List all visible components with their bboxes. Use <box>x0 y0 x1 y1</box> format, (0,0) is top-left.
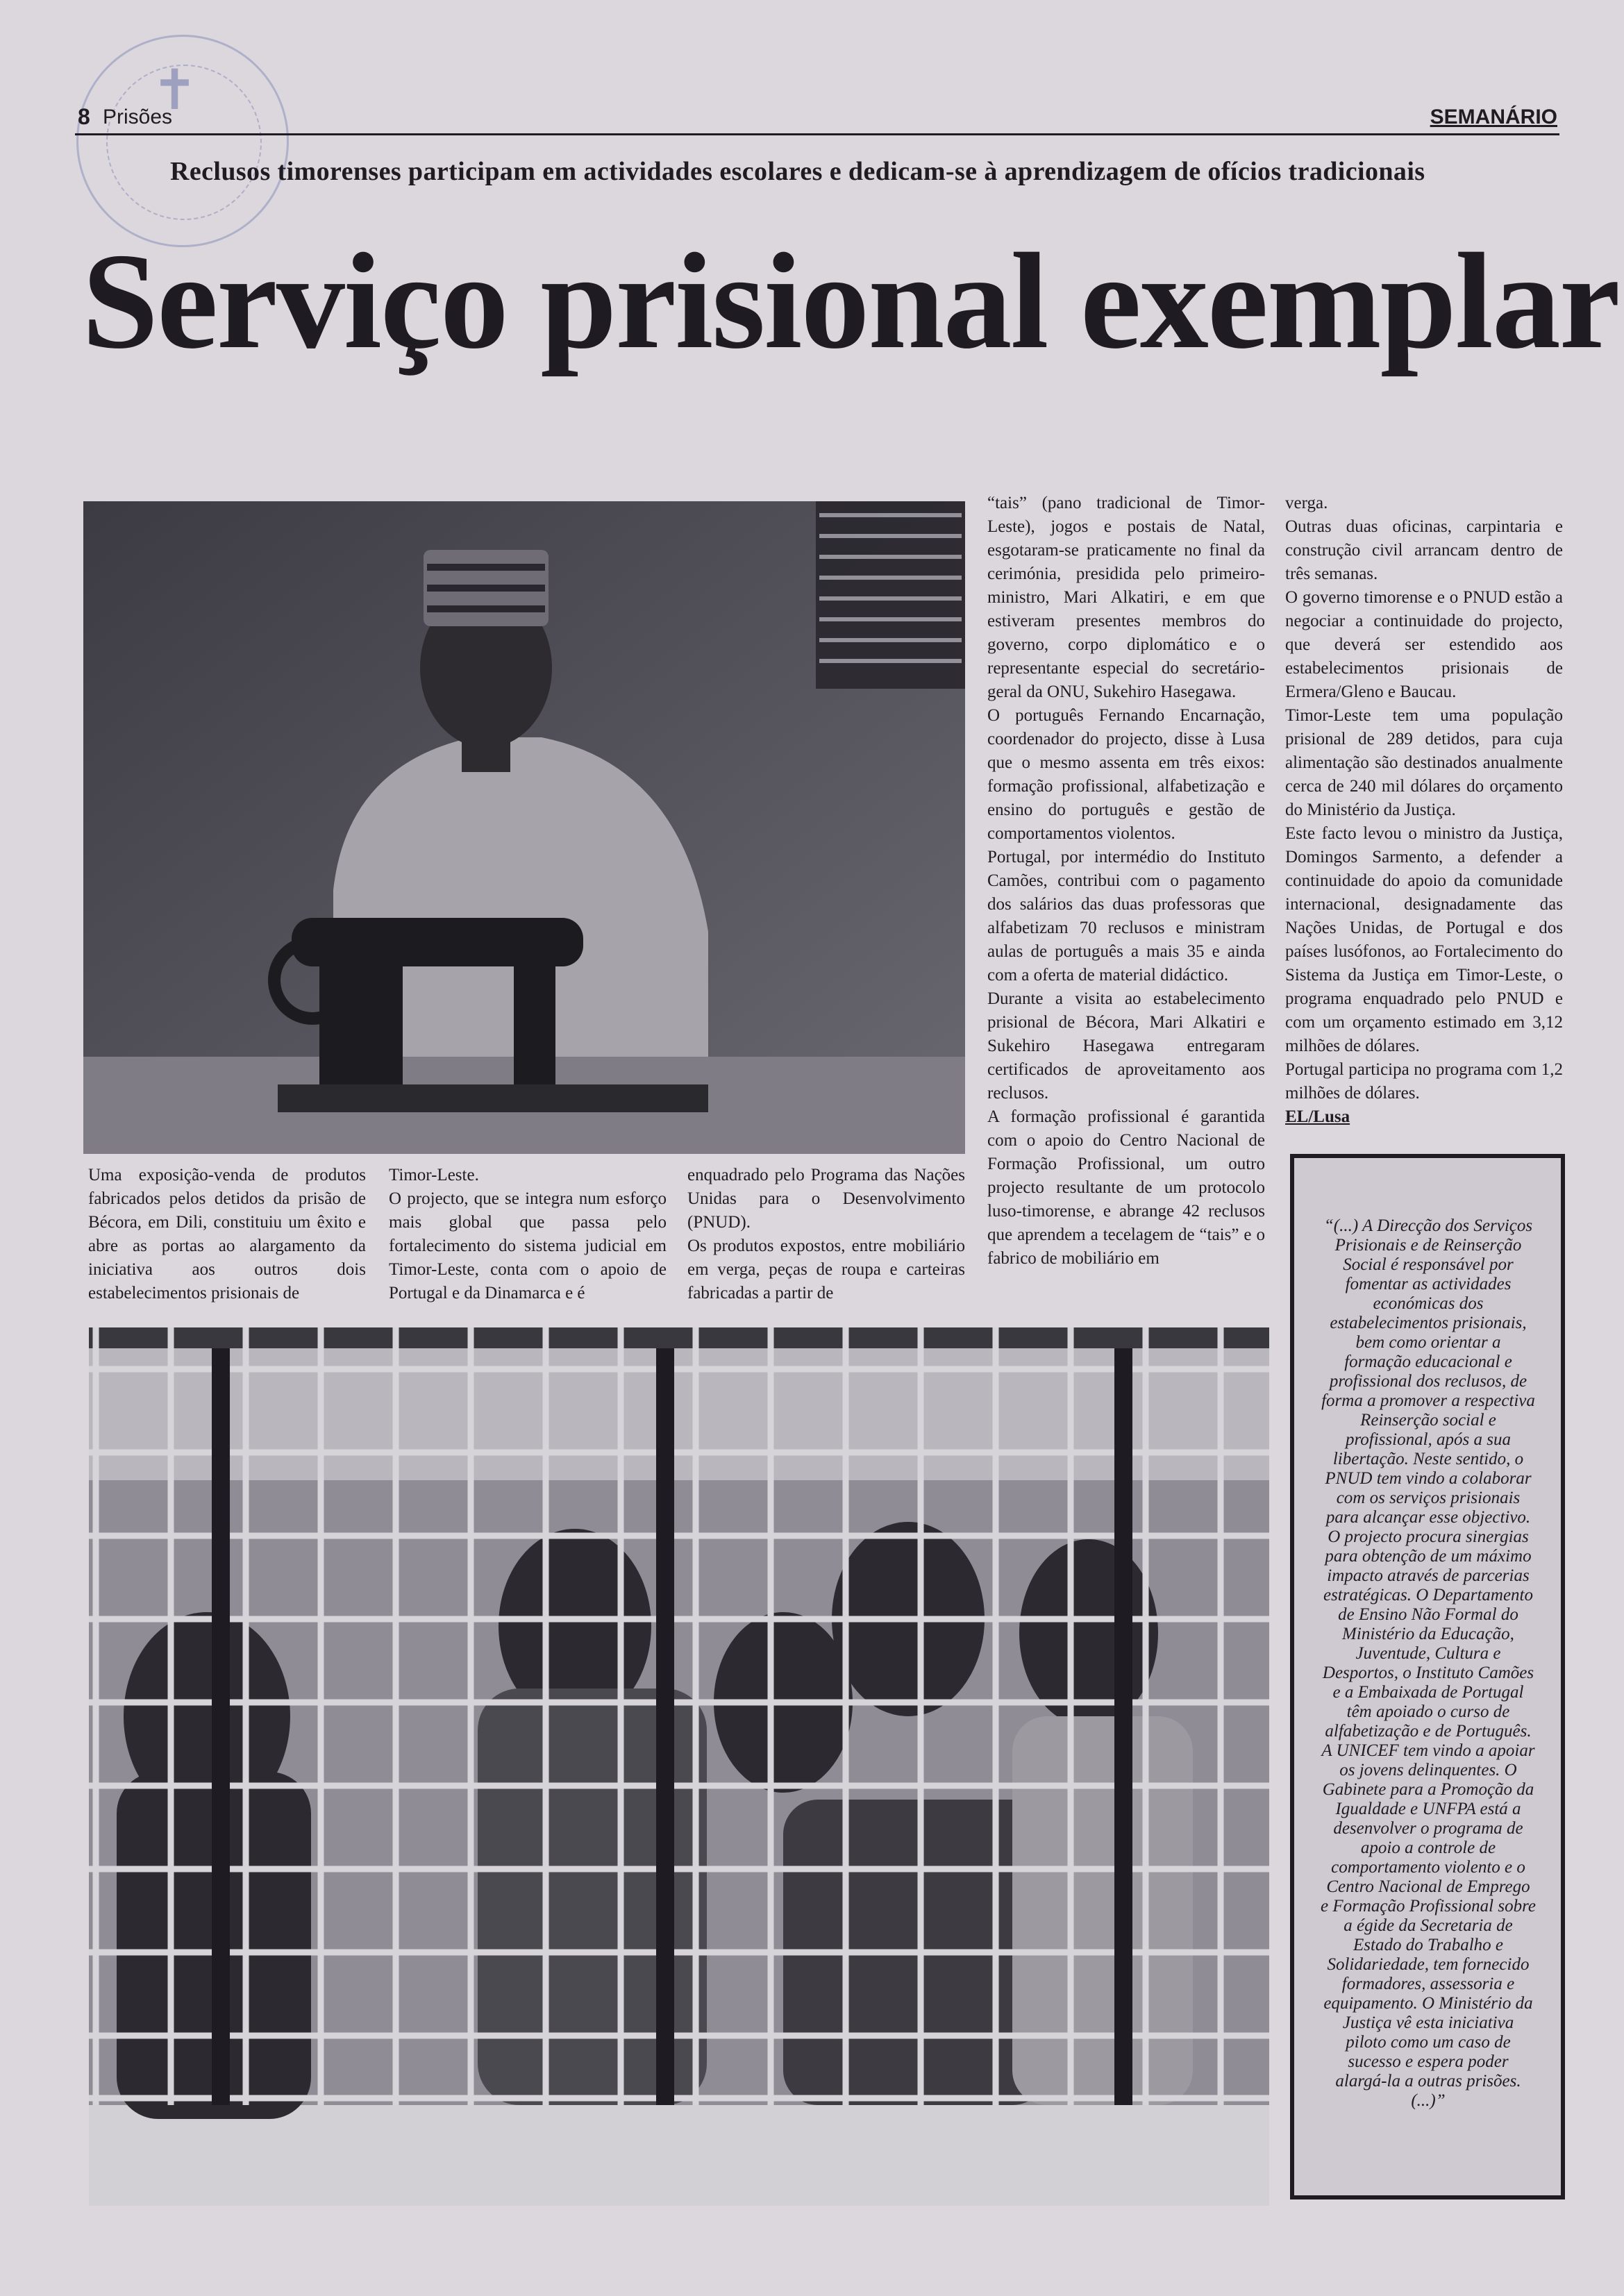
article-column-2 <box>389 1164 667 1305</box>
paragraph: Timor-Leste tem uma população prisional de 289 detidos, para cuja alimentação são destinados anualmente cerca de 240 mil dólares do orçamento do Ministério da Justiça. <box>1285 706 1563 819</box>
inmates-photo <box>89 1327 1269 2206</box>
article-column-4 <box>987 492 1265 1271</box>
woven-tais-cloth <box>816 501 965 689</box>
stamp-cross-icon: ✝ <box>151 60 199 121</box>
article-column-1 <box>88 1164 366 1305</box>
sidebar-quote: “(...) A Direcção dos Serviços Prisionais e de Reinserção Social é responsável por fomentar as actividades económicas dos estabelecimentos prisionais, bem como orientar a formação educacional e profissional dos reclusos, de forma a promover a respectiva Reinserção social e profissional, após a sua libertação. Neste sentido, o PNUD tem vindo a colaborar com os serviços prisionais para alcançar esse objectivo. O projecto procura sinergias para obtenção de um máximo impacto através de parcerias estratégicas. O Departamento de Ensino Não Formal do Ministério da Educação, Juventude, Cultura e Desportos, o Instituto Camões e a Embaixada de Portugal têm apoiado o curso de alfabetização e de Português. A UNICEF tem vindo a apoiar os jovens delinquentes. O Gabinete para a Promoção da Igualdade e UNFPA está a desenvolver o programa de apoio a controle de comportamento violento e o Centro Nacional de Emprego e Formação Profissional sobre a égide da Secretaria de Estado do Trabalho e Solidariedade, tem fornecido formadores, assessoria e equipamento. O Ministério da Justiça vê esta iniciativa piloto como um caso de sucesso e espera poder alargá-la a outras prisões. (...)” <box>1321 1216 1536 2110</box>
paragraph: O governo timorense e o PNUD estão a negociar a continuidade do projecto, que deverá ser estendido aos estabelecimentos prisionais de Ermera/Gleno e Baucau. <box>1285 588 1563 701</box>
section-name: Prisões <box>103 106 173 128</box>
sewing-photo-illustration <box>83 501 965 1154</box>
paragraph: Durante a visita ao estabelecimento prisional de Bécora, Mari Alkatiri e Sukehiro Hasegawa entregaram certificados de aproveitamento aos reclusos. <box>987 989 1265 1103</box>
article-headline: Serviço prisional exemplar <box>82 225 1619 377</box>
paragraph: verga. <box>1285 494 1328 512</box>
inmates-photo-illustration <box>89 1327 1269 2206</box>
header-rule <box>75 133 1559 135</box>
paragraph: enquadrado pelo Programa das Nações Unidas para o Desenvolvimento (PNUD). <box>687 1166 965 1232</box>
paragraph: “tais” (pano tradicional de Timor-Leste), jogos e postais de Natal, esgotaram-se praticamente no final da cerimónia, presidida pelo primeiro-ministro, Mari Alkatiri, e em que estiveram presentes membros do governo, corpo diplomático e o representante especial do secretário-geral da ONU, Sukehiro Hasegawa. <box>987 494 1265 701</box>
sidebar-quote-box <box>1290 1154 1565 2199</box>
paragraph: Timor-Leste. <box>389 1166 479 1184</box>
article-column-3 <box>687 1164 965 1305</box>
paragraph: Uma exposição-venda de produtos fabricados pelos detidos da prisão de Bécora, em Dili, constituiu um êxito e abre as portas ao alargamento da iniciativa aos outros dois estabelecimentos prisionais de <box>88 1166 366 1302</box>
archive-stamp <box>76 35 289 247</box>
paragraph: Outras duas oficinas, carpintaria e construção civil arrancam dentro de três semanas. <box>1285 517 1563 583</box>
article-column-5 <box>1285 492 1563 1129</box>
publication-name: SEMANÁRIO <box>1430 106 1557 128</box>
paragraph: Os produtos expostos, entre mobiliário em verga, peças de roupa e carteiras fabricadas a partir de <box>687 1237 965 1302</box>
paragraph: A formação profissional é garantida com o apoio do Centro Nacional de Formação Profissional, um outro projecto resultante de um protocolo luso-timorense, e abrange 42 reclusos que aprendem a tecelagem de “tais” e o fabrico de mobiliário em <box>987 1107 1265 1268</box>
page-number: 8 <box>78 104 90 129</box>
paragraph: O projecto, que se integra num esforço mais global que passa pelo fortalecimento do sistema judicial em Timor-Leste, conta com o apoio de Portugal e da Dinamarca e é <box>389 1189 667 1302</box>
sewing-photo <box>83 501 965 1154</box>
byline: EL/Lusa <box>1285 1107 1350 1126</box>
paragraph: Portugal participa no programa com 1,2 milhões de dólares. <box>1285 1060 1563 1103</box>
article-kicker: Reclusos timorenses participam em actividades escolares e dedicam-se à aprendizagem de ofícios tradicionais <box>170 157 1425 186</box>
paragraph: O português Fernando Encarnação, coordenador do projecto, disse à Lusa que o mesmo assenta em três eixos: formação profissional, alfabetização e ensino do português e gestão de comportamentos violentos. <box>987 706 1265 843</box>
paragraph: Este facto levou o ministro da Justiça, Domingos Sarmento, a defender a continuidade do apoio da comunidade internacional, designadamente das Nações Unidas, de Portugal e dos países lusófonos, ao Fortalecimento do Sistema da Justiça em Timor-Leste, o programa enquadrado pelo PNUD e com um orçamento estimado em 3,12 milhões de dólares. <box>1285 824 1563 1055</box>
paragraph: Portugal, por intermédio do Instituto Camões, contribui com o pagamento dos salários das duas professoras que alfabetizam 70 reclusos e ministram aulas de português a mais 35 e ainda com a oferta de material didáctico. <box>987 848 1265 984</box>
